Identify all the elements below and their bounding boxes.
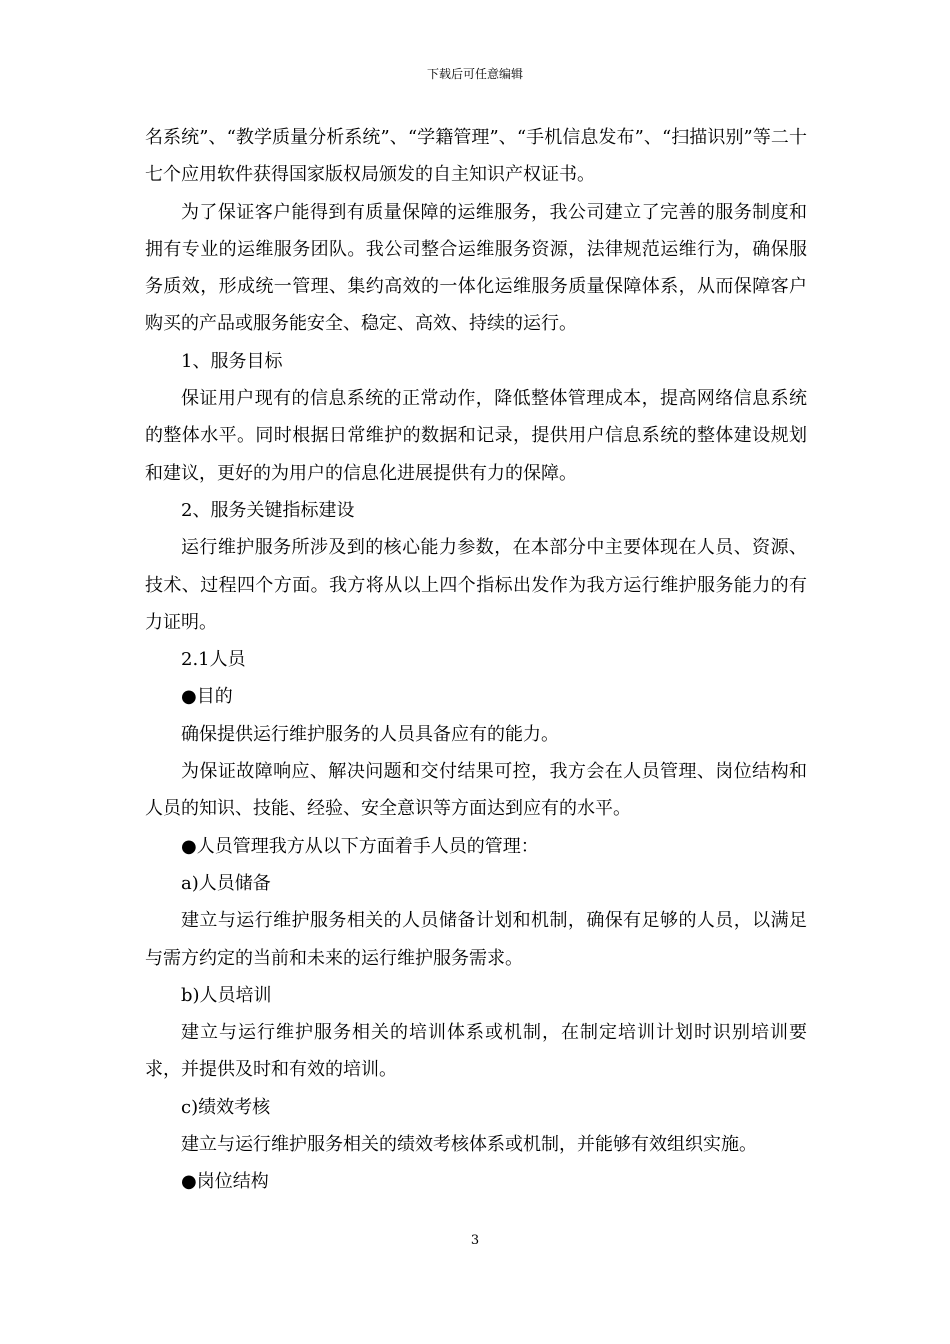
paragraph: 名系统”、“教学质量分析系统”、“学籍管理”、“手机信息发布”、“扫描识别”等二十七个应用软件获得国家版权局颁发的自主知识产权证书。: [145, 127, 807, 186]
section-heading: 2、服务关键指标建设: [181, 499, 355, 521]
list-item-heading: c)绩效考核: [181, 1096, 271, 1118]
paragraph: 为保证故障响应、解决问题和交付结果可控，我方会在人员管理、岗位结构和人员的知识、技能、经验、安全意识等方面达到应有的水平。: [145, 761, 807, 820]
list-item-heading: b)人员培训: [181, 984, 272, 1006]
paragraph: 确保提供运行维护服务的人员具备应有的能力。: [181, 723, 559, 745]
subsection-heading: 2.1人员: [181, 649, 246, 671]
list-item-heading: a)人员储备: [181, 872, 271, 894]
bullet-heading: ●目的: [181, 686, 233, 708]
page-header: 下载后可任意编辑: [426, 67, 523, 81]
paragraph: 保证用户现有的信息系统的正常动作，降低整体管理成本，提高网络信息系统的整体水平。同时根据日常维护的数据和记录，提供用户信息系统的整体建设规划和建议，更好的为用户的信息化进展提供有力的保障。: [145, 388, 807, 484]
page-number: 3: [470, 1233, 480, 1248]
bullet-heading: ●岗位结构: [181, 1171, 269, 1193]
paragraph: 运行维护服务所涉及到的核心能力参数，在本部分中主要体现在人员、资源、技术、过程四个方面。我方将从以上四个指标出发作为我方运行维护服务能力的有力证明。: [145, 537, 807, 633]
document-body: [145, 119, 807, 1201]
bullet-heading: ●人员管理我方从以下方面着手人员的管理：: [181, 835, 539, 857]
section-heading: 1、服务目标: [181, 350, 283, 372]
paragraph: 为了保证客户能得到有质量保障的运维服务，我公司建立了完善的服务制度和拥有专业的运维服务团队。我公司整合运维服务资源，法律规范运维行为，确保服务质效，形成统一管理、集约高效的一体化运维服务质量保障体系，从而保障客户购买的产品或服务能安全、稳定、高效、持续的运行。: [145, 201, 807, 335]
paragraph: 建立与运行维护服务相关的人员储备计划和机制，确保有足够的人员，以满足与需方约定的当前和未来的运行维护服务需求。: [145, 910, 807, 969]
paragraph: 建立与运行维护服务相关的绩效考核体系或机制，并能够有效组织实施。: [181, 1134, 757, 1156]
paragraph: 建立与运行维护服务相关的培训体系或机制，在制定培训计划时识别培训要求，并提供及时和有效的培训。: [145, 1022, 807, 1081]
